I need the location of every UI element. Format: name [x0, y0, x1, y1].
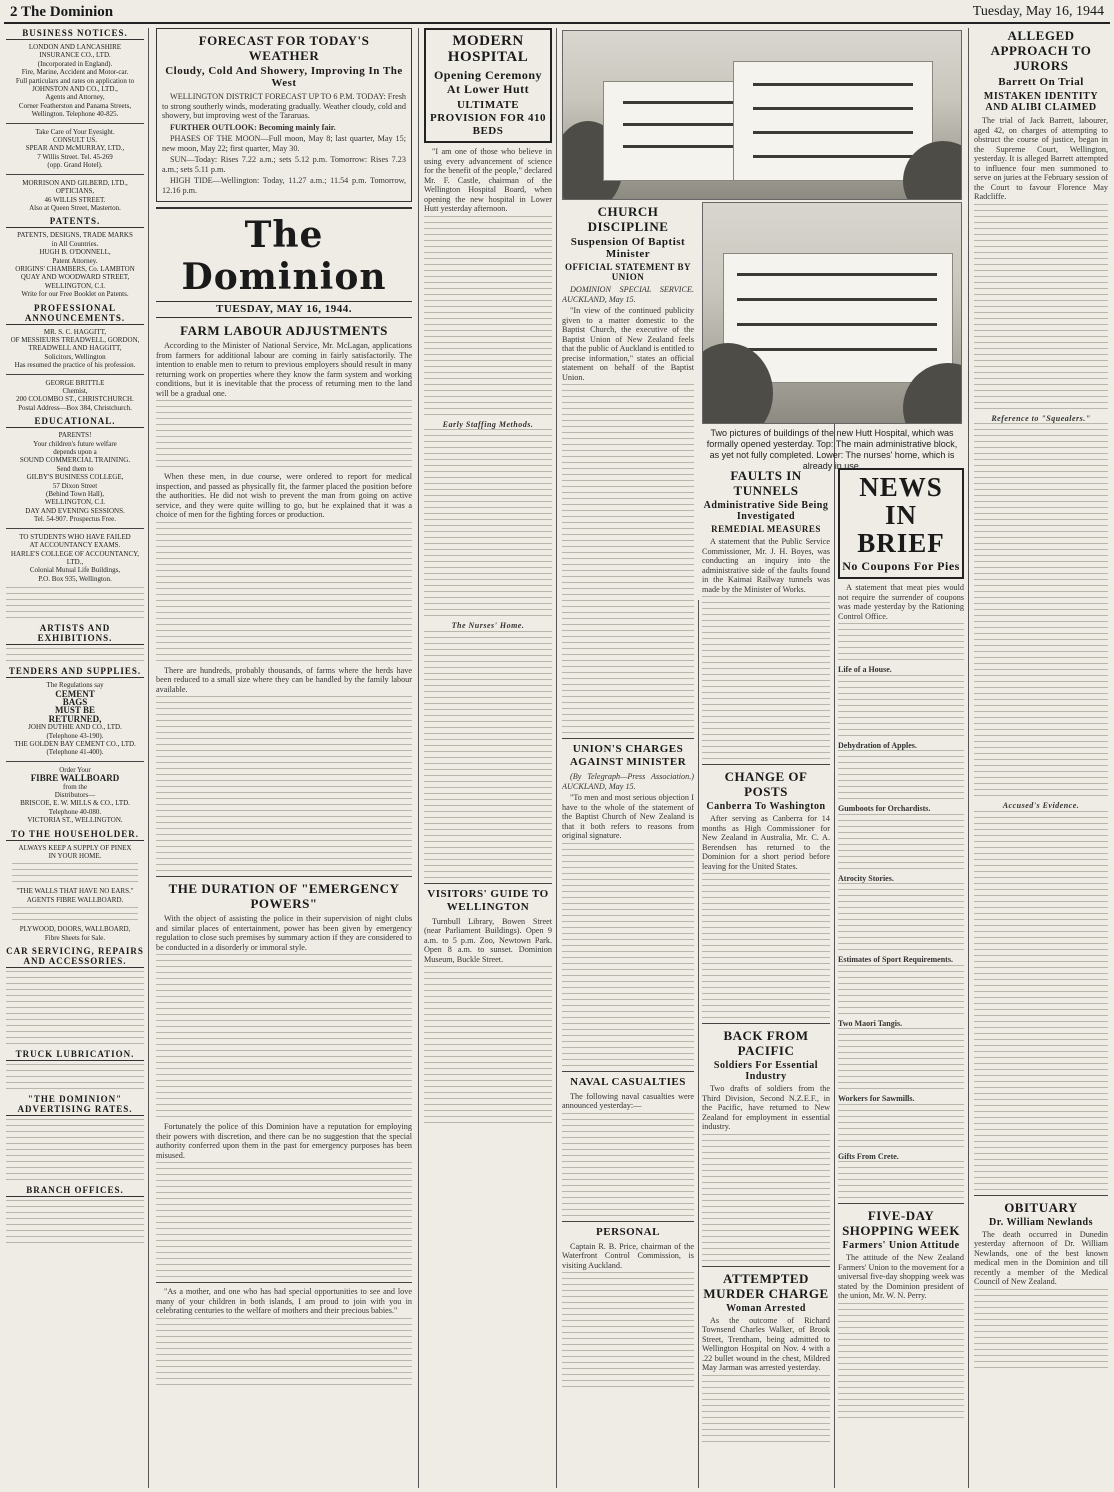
- optician-ad: Take Care of Your Eyesight. CONSULT US. SPEAR AND McMURRAY, LTD., 7 Willis Street. Tel. 45-269 (opp. Grand Hotel).: [25, 127, 125, 170]
- hospital-body: "I am one of those who believe in using every advancement of science for the benefit of the people," declared Mr. F. Castle, chairman of the Wellington Hospital Board, when opening the new hospital in Lower Hutt yesterday afternoon. Early Staffing Methods. The Nurses' Home.: [424, 147, 552, 878]
- murder-subtitle: Woman Arrested: [726, 1302, 806, 1314]
- jurors-subtitle: Barrett On Trial: [998, 76, 1084, 88]
- pacific-subtitle: Soldiers For Essential Industry: [713, 1060, 819, 1082]
- obituary-body: The death occurred in Dunedin yesterday afternoon of Dr. William Newlands, one of the best known medical men in the Dominion and till recently a member of the Medical Council of New Zealand.: [974, 1230, 1108, 1368]
- forecast-title: FORECAST FOR TODAY'S WEATHER: [198, 33, 370, 63]
- pinex-ad: ALWAYS KEEP A SUPPLY OF PINEX IN YOUR HOME. "THE WALLS THAT HAVE NO EARS." AGENTS FIBRE WALLBOARD. PLYWOOD, DOORS, WALLBOARD, Fibre Sheets for Sale.: [6, 844, 144, 942]
- forecast-text: WELLINGTON DISTRICT FORECAST UP TO 6 P.M. TODAY: Fresh to strong southerly winds, moderating gradually. Weather cloudy, cold and showery, but improving west of the Tararuas. FURTHER OUTLOOK: Becoming mainly fair. PHASES OF THE MOON—Full moon, May 8; last quarter, May 15; new moon, May 22; first quarter, May 30. SUN—Today: Rises 7.22 a.m.; sets 5.12 p.m. Tomorrow: Rises 7.23 a.m.; sets 5.11 p.m. HIGH TIDE—Wellington: Today, 11.27 a.m.; 11.54 p.m. Tomorrow, 12.16 p.m.: [162, 92, 406, 195]
- column-rule: [418, 28, 419, 1488]
- nameplate: The Dominion: [181, 214, 387, 298]
- column-rule: [698, 600, 699, 1488]
- jurors-subtitle-2: MISTAKEN IDENTITY AND ALIBI CLAIMED: [983, 91, 1099, 113]
- murder-title: ATTEMPTED MURDER CHARGE: [703, 1270, 829, 1301]
- section-title: "THE DOMINION" ADVERTISING RATES.: [6, 1094, 144, 1116]
- posts-body: After serving as Canberra for 14 months as High Commissioner for New Zealand in Australia, Mr. C. A. Berendsen has returned to the Dominion for a short period before leaving for the United States.: [702, 814, 830, 1018]
- nurses-home-photo: [702, 202, 962, 424]
- church-subtitle: Suspension Of Baptist Minister: [570, 236, 686, 260]
- college-ad: PARENTS! Your children's future welfare depends upon a SOUND COMMERCIAL TRAINING. Send them to GILBY'S BUSINESS COLLEGE, 57 Dixon Street (Behind Town Hall), WELLINGTON, C.I. DAY AND EVENING SESSIONS. Tel. 54-907. Prospectus Free.: [19, 431, 131, 524]
- news-in-brief-column: [838, 468, 964, 1488]
- emergency-powers-title: THE DURATION OF "EMERGENCY POWERS": [168, 881, 400, 911]
- posts-subtitle: Canberra To Washington: [706, 801, 826, 812]
- subhead: The Nurses' Home.: [451, 621, 525, 630]
- weather-forecast: [156, 28, 412, 202]
- pacific-title: BACK FROM PACIFIC: [723, 1028, 809, 1058]
- farm-labour-title: FARM LABOUR ADJUSTMENTS: [180, 323, 388, 338]
- obituary-title: OBITUARY: [1004, 1199, 1078, 1215]
- hospital-title: MODERN HOSPITAL: [447, 33, 529, 65]
- page-label: 2 The Dominion: [10, 4, 114, 20]
- section-title: BUSINESS NOTICES.: [6, 28, 144, 40]
- insurance-ad: LONDON AND LANCASHIRE INSURANCE CO., LTD. (Incorporated in England). Fire, Marine, Accident and Motor-car. Full particulars and rates on application to JOHNSTON AND CO., LTD., Agents and Attorney, Corner Featherston and Panama Streets, Wellington. Telephone 40-825.: [15, 43, 135, 119]
- posts-title: CHANGE OF POSTS: [724, 769, 808, 799]
- masthead-bar: [4, 2, 1110, 24]
- hospital-column: [424, 28, 552, 1488]
- section-title: CAR SERVICING, REPAIRS AND ACCESSORIES.: [6, 946, 144, 967]
- murder-body: As the outcome of Richard Townsend Charles Walker, of Brook Street, Trentham, being admitted to Wellington Hospital on Nov. 4 with a .22 bullet wound in the chest, Mildred May Jarman was arrested yesterday.: [702, 1316, 830, 1442]
- section-title: TENDERS AND SUPPLIES.: [6, 666, 144, 678]
- shopping-week-title: FIVE-DAY SHOPPING WEEK: [842, 1208, 960, 1238]
- issue-date-top: Tuesday, May 16, 1944: [972, 4, 1104, 19]
- church-body: DOMINION SPECIAL SERVICE. AUCKLAND, May 15. "In view of the continued publicity given to a matter domestic to the Baptist Church, the executive of the Baptist Union of New Zealand feels that the public of Auckland is entitled to precise information," states an official statement on behalf of the Baptist Union.: [562, 285, 694, 733]
- news-in-brief-body: A statement that meat pies would not require the surrender of coupons was made yesterday by the Rationing Control Office. Life of a House. Dehydration of Apples. Gumboots for Orchardists. Atrocity Stories. Estimates of Sport Requirements. Two Maori Tangis. Workers for Sawmills. Gifts From Crete.: [838, 583, 964, 1198]
- tunnels-subtitle: Administrative Side Being Investigated: [703, 500, 829, 522]
- subhead: Early Staffing Methods.: [442, 419, 534, 429]
- solicitor-ad: MR. S. C. HAGGITT, OF MESSIEURS TREADWELL, GORDON, TREADWELL AND HAGGITT, Solicitors, Wellington Has resumed the practice of his profession.: [10, 327, 140, 370]
- forecast-subtitle: Cloudy, Cold And Showery, Improving In The West: [165, 65, 403, 89]
- chemist-ad: GEORGE BRITTLE Chemist, 200 COLOMBO ST., CHRISTCHURCH. Postal Address—Box 384, Christchurch.: [16, 378, 134, 412]
- news-in-brief-subtitle: No Coupons For Pies: [842, 559, 960, 573]
- column-rule: [834, 420, 835, 1488]
- obituary-subtitle: Dr. William Newlands: [989, 1216, 1093, 1228]
- patents-ad: PATENTS, DESIGNS, TRADE MARKS in All Countries. HUGH B. O'DONNELL, Patent Attorney. ORIGINS' CHAMBERS, Co. LAMBTON QUAY AND WOODWARD STREET, WELLINGTON, C.I. Write for our Free Booklet on Patents.: [15, 231, 135, 299]
- editorial-column: [156, 28, 412, 1488]
- church-column: [562, 204, 694, 1488]
- section-title: ARTISTS AND EXHIBITIONS.: [6, 623, 144, 645]
- shopping-week-body: The attitude of the New Zealand Farmers' Union to the movement for a universal five-day shopping week was stated by the Dominion president of the union, Mr. W. N. Perry.: [838, 1253, 964, 1418]
- editorial-date: TUESDAY, MAY 16, 1944.: [156, 301, 412, 318]
- personal-title: PERSONAL: [596, 1225, 660, 1238]
- tunnels-column: [702, 468, 830, 1488]
- emergency-powers-body: With the object of assisting the police in their supervision of night clubs and similar places of entertainment, power has been given by emergency regulation to close such premises by summary action if they are considered to be conducted in a disorderly or immoral style. Fortunately the police of this Dominion have a reputation for employing their powers with discretion, and there can be no suggestion that the special authority conferred upon them in the past for emergency purposes has been misused. "As a mother, and one who has had special opportunities to see and love many of your children in both islands, I am proud to join with you in celebrating centuries to the welfare of mothers and their precious babies.": [156, 914, 412, 1385]
- personal-body: Captain R. B. Price, chairman of the Waterfront Control Commission, is visiting Auckland.: [562, 1242, 694, 1388]
- photo-caption: Two pictures of buildings of the new Hutt Hospital, which was formally opened yesterday. Top: The main administrative block, as yet not fully completed. Lower: The nurses' home, which is already in use.: [706, 428, 958, 471]
- section-title: TO THE HOUSEHOLDER.: [6, 829, 144, 841]
- column-rule: [556, 28, 557, 1488]
- wallboard-ad: Order Your FIBRE WALLBOARD from the Distributors— BRISCOE, E. W. MILLS & CO., LTD. Telephone 40-080. VICTORIA ST., WELLINGTON.: [20, 765, 130, 825]
- column-rule: [148, 28, 149, 1488]
- jurors-column: [974, 28, 1108, 1488]
- jurors-title: ALLEGED APPROACH TO JURORS: [990, 28, 1092, 73]
- section-title: PATENTS.: [6, 216, 144, 228]
- subhead: Accused's Evidence.: [1002, 801, 1080, 810]
- shopping-week-subtitle: Farmers' Union Attitude: [842, 1240, 960, 1251]
- optician-ad-2: MORRISON AND GILBERD, LTD., OPTICIANS, 46 WILLIS STREET. Also at Queen Street, Masterton.: [22, 178, 128, 212]
- union-charges-body: (By Telegraph—Press Association.) AUCKLAND, May 15. "To men and most serious objection I have to the whole of the statement of the Baptist Church of New Zealand is that it both refers to reasons from original signature.: [562, 772, 694, 1066]
- business-notices-column: [6, 28, 144, 1488]
- visitors-guide-title: VISITORS' GUIDE TO WELLINGTON: [427, 887, 549, 913]
- section-title: TRUCK LUBRICATION.: [6, 1049, 144, 1061]
- hospital-subtitle: Opening Ceremony At Lower Hutt: [433, 68, 543, 96]
- tunnels-body: A statement that the Public Service Commissioner, Mr. J. H. Boyes, was conducting an inquiry into the administrative side of the faults found in the Kaimai Railway tunnels was made by the Minister of Works.: [702, 537, 830, 759]
- church-subtitle-2: OFFICIAL STATEMENT BY UNION: [564, 262, 692, 282]
- naval-casualties-body: The following naval casualties were announced yesterday:—: [562, 1092, 694, 1216]
- visitors-guide-body: Turnbull Library, Bowen Street (near Parliament Buildings). Open 9 a.m. to 5 p.m. Zoo, Newtown Park. Open 8 a.m. to sunset. Dominion Museum, Buckle Street.: [424, 917, 552, 1124]
- church-title: CHURCH DISCIPLINE: [587, 204, 669, 234]
- union-charges-title: UNION'S CHARGES AGAINST MINISTER: [569, 743, 687, 768]
- cement-ad: The Regulations say CEMENT BAGS MUST BE RETURNED, JOHN DUTHIE AND CO., LTD. (Telephone 43-190). THE GOLDEN BAY CEMENT CO., LTD. (Telephone 41-400).: [14, 681, 136, 757]
- hospital-photo-top: [562, 30, 962, 200]
- section-title: BRANCH OFFICES.: [6, 1185, 144, 1197]
- tunnels-subtitle-2: REMEDIAL MEASURES: [711, 524, 821, 534]
- column-rule: [968, 28, 969, 1488]
- tunnels-title: FAULTS IN TUNNELS: [730, 468, 802, 498]
- section-title: EDUCATIONAL.: [6, 416, 144, 428]
- subhead: Reference to "Squealers.": [991, 413, 1091, 423]
- accountancy-ad: TO STUDENTS WHO HAVE FAILED AT ACCOUNTANCY EXAMS. HARLE'S COLLEGE OF ACCOUNTANCY, LTD., Colonial Mutual Life Buildings, P.O. Box 935, Wellington.: [10, 532, 140, 583]
- news-in-brief-title: NEWS IN BRIEF: [857, 472, 945, 558]
- jurors-body: The trial of Jack Barrett, labourer, aged 42, on charges of attempting to obstruct the course of justice, began in the Supreme Court, Wellington, yesterday. It is alleged Barrett attempted to influence four men summoned to serve on juries at the February session of the Court to favour Florence May Radcliffe. Reference to "Squealers." Accused's Evidence.: [974, 116, 1108, 1190]
- pacific-body: Two drafts of soldiers from the Third Division, Second N.Z.E.F., in the Pacific, have returned to New Zealand for employment in essential industry.: [702, 1084, 830, 1261]
- farm-labour-body: According to the Minister of National Service, Mr. McLagan, applications from farmers for additional labour are coming in fairly satisfactorily. The intention to enable men to return to previous employers should result in many returning work on properties where they know the farm system and working conditions, but it is inevitable that the process of returning men to the land will be a gradual one. When these men, in due course, were ordered to report for medical inspection, and passed as physically fit, the farmer placed the position before the authorities. He did not wish to prevent the man from going on active service, and they were quite willing to go, but he explained that it was a choice of men for the fighting forces or production. There are hundreds, probably thousands, of farms where the herds have been reduced to a small size where they can be handled by the family labour available.: [156, 341, 412, 871]
- section-title: PROFESSIONAL ANNOUNCEMENTS.: [6, 303, 144, 325]
- naval-casualties-title: NAVAL CASUALTIES: [570, 1075, 686, 1088]
- hospital-subtitle-2: ULTIMATE PROVISION FOR 410 BEDS: [429, 99, 547, 137]
